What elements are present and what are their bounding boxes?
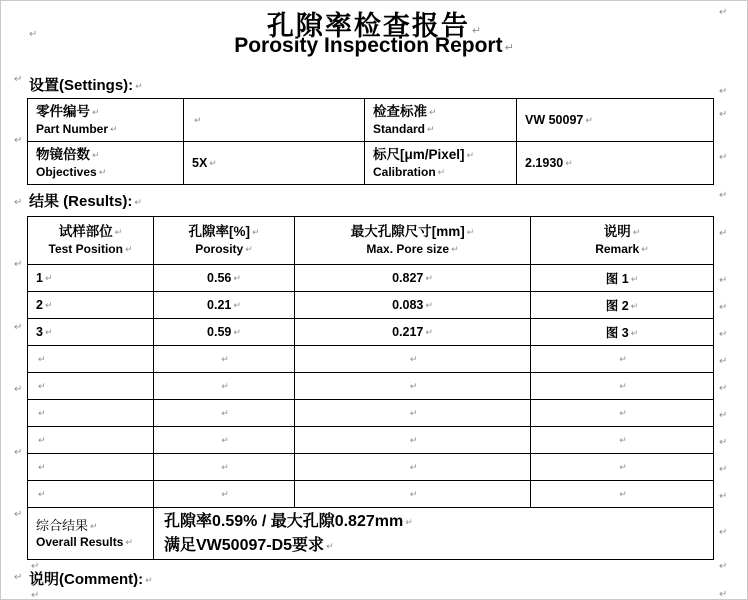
row1-porosity-cell (154, 265, 295, 292)
settings-row-part-number (28, 99, 714, 142)
overall-results-label-cell (28, 508, 154, 560)
row1-remark: 图 1 (605, 272, 629, 286)
row1-remark-cell (531, 265, 714, 292)
overall-results-line1-text: 孔隙率0.59% / 最大孔隙0.827mm (164, 513, 404, 531)
paragraph-mark-icon: ↵ (641, 245, 649, 256)
empty-cell (531, 346, 714, 373)
header-test-position-zh (32, 223, 149, 242)
paragraph-mark-icon: ↵ (326, 541, 334, 552)
objectives-value-cell (184, 142, 365, 185)
paragraph-mark-icon: ↵ (124, 245, 133, 256)
empty-cell (154, 373, 295, 400)
paragraph-mark-icon: ↵ (44, 328, 53, 338)
calibration-label-zh-text: 标尺[μm/Pixel] (373, 146, 465, 162)
row3-max-pore-cell (295, 319, 531, 346)
paragraph-mark-icon: ↵ (409, 436, 418, 446)
paragraph-mark-icon: ↵ (429, 107, 437, 118)
paragraph-mark-icon: ↵ (425, 301, 433, 311)
empty-cell (531, 454, 714, 481)
calibration-value: 2.1930 (525, 156, 564, 170)
paragraph-mark-icon: ↵ (233, 301, 241, 311)
row3-porosity-cell (154, 319, 295, 346)
part-number-label-zh (36, 103, 175, 122)
paragraph-mark-icon: ↵ (221, 463, 229, 473)
row3-porosity: 0.59 (207, 325, 232, 339)
header-remark-zh-text: 说明 (603, 224, 631, 240)
paragraph-mark-icon: ↵ (466, 228, 475, 239)
header-remark-zh (535, 223, 709, 242)
row2-position: 2 (36, 298, 43, 312)
empty-cell (28, 427, 154, 454)
result-row-3 (28, 319, 714, 346)
header-porosity-en (158, 242, 290, 258)
empty-cell (28, 346, 154, 373)
result-row-2 (28, 292, 714, 319)
paragraph-mark-icon: ↵ (44, 301, 53, 311)
row3-remark-cell (531, 319, 714, 346)
paragraph-mark-icon: ↵ (409, 382, 418, 392)
paragraph-mark-icon: ↵ (632, 228, 641, 239)
paragraph-mark-icon: ↵ (92, 107, 100, 118)
paragraph-mark-icon: ↵ (221, 490, 229, 500)
paragraph-mark-icon: ↵ (209, 159, 217, 169)
paragraph-mark-icon: ↵ (630, 302, 639, 312)
formatting-mark-icon: ↵ (719, 356, 728, 367)
row1-porosity: 0.56 (207, 271, 232, 285)
empty-cell (154, 346, 295, 373)
paragraph-mark-icon: ↵ (44, 274, 53, 284)
header-test-position-en (32, 242, 149, 258)
paragraph-mark-icon: ↵ (135, 82, 143, 92)
paragraph-mark-icon: ↵ (565, 159, 573, 169)
empty-cell (295, 346, 531, 373)
objectives-label-zh-text: 物镜倍数 (36, 146, 90, 162)
settings-heading (29, 74, 143, 95)
paragraph-mark-icon: ↵ (145, 576, 153, 586)
formatting-mark-icon: ↵ (14, 322, 23, 333)
formatting-mark-icon: ↵ (719, 190, 728, 201)
paragraph-mark-icon: ↵ (619, 355, 627, 365)
empty-cell (531, 481, 714, 508)
objectives-label-zh (36, 146, 175, 165)
empty-cell (28, 454, 154, 481)
settings-heading-text: 设置(Settings): (29, 77, 134, 94)
settings-row-objectives (28, 142, 714, 185)
formatting-mark-icon: ↵ (719, 491, 728, 502)
header-max-pore-size-zh-text: 最大孔隙尺寸[mm] (350, 224, 465, 240)
formatting-mark-icon: ↵ (719, 437, 728, 448)
standard-label-zh (373, 103, 508, 122)
overall-results-label-en (36, 535, 145, 551)
paragraph-mark-icon: ↵ (38, 490, 46, 500)
calibration-value-cell (517, 142, 714, 185)
row3-max-pore: 0.217 (392, 325, 424, 339)
header-remark-en-text: Remark (595, 242, 640, 257)
paragraph-mark-icon: ↵ (471, 24, 482, 37)
formatting-mark-icon: ↵ (719, 109, 728, 120)
part-number-value-cell (184, 99, 365, 142)
paragraph-mark-icon: ↵ (409, 355, 418, 365)
overall-results-row (28, 508, 714, 560)
overall-results-label-zh (36, 517, 145, 535)
paragraph-mark-icon: ↵ (221, 409, 229, 419)
row1-max-pore-cell (295, 265, 531, 292)
paragraph-mark-icon: ↵ (38, 463, 46, 473)
formatting-mark-icon: ↵ (719, 302, 728, 313)
standard-label-en (373, 122, 508, 138)
paragraph-mark-icon: ↵ (466, 150, 475, 161)
paragraph-mark-icon: ↵ (409, 409, 418, 419)
formatting-mark-icon: ↵ (719, 7, 728, 18)
row3-remark: 图 3 (605, 326, 629, 340)
paragraph-mark-icon: ↵ (38, 436, 46, 446)
standard-value-cell (517, 99, 714, 142)
overall-results-label-en-text: Overall Results (36, 534, 124, 549)
calibration-label-en (373, 165, 508, 181)
paragraph-mark-icon: ↵ (92, 150, 100, 161)
empty-cell (154, 454, 295, 481)
paragraph-mark-icon: ↵ (38, 382, 46, 392)
paragraph-mark-icon: ↵ (98, 167, 107, 178)
part-number-label-zh-text: 零件编号 (36, 103, 90, 119)
results-heading (29, 190, 142, 211)
paragraph-mark-icon: ↵ (245, 245, 253, 256)
calibration-label-zh (373, 146, 508, 165)
paragraph-mark-icon: ↵ (585, 116, 593, 126)
result-row-1 (28, 265, 714, 292)
report-title-zh-text: 孔隙率检查报告 (266, 11, 470, 41)
formatting-mark-icon: ↵ (719, 86, 728, 97)
paragraph-mark-icon: ↵ (437, 167, 446, 178)
formatting-mark-icon: ↵ (719, 527, 728, 538)
row1-position-cell (28, 265, 154, 292)
formatting-mark-icon: ↵ (31, 590, 40, 600)
formatting-mark-icon: ↵ (719, 228, 728, 239)
formatting-mark-icon: ↵ (14, 509, 23, 520)
results-heading-text: 结果 (Results): (29, 193, 133, 210)
formatting-mark-icon: ↵ (719, 383, 728, 394)
empty-cell (154, 400, 295, 427)
comment-heading (29, 568, 153, 589)
standard-value: VW 50097 (525, 113, 584, 127)
header-max-pore-size-en (299, 242, 526, 258)
header-porosity-zh (158, 223, 290, 242)
header-porosity (154, 217, 295, 265)
formatting-mark-icon: ↵ (14, 572, 23, 583)
paragraph-mark-icon: ↵ (251, 228, 260, 239)
formatting-mark-icon: ↵ (14, 384, 23, 395)
empty-row (28, 481, 714, 508)
paragraph-mark-icon: ↵ (409, 463, 418, 473)
row3-position-cell (28, 319, 154, 346)
paragraph-mark-icon: ↵ (114, 228, 123, 239)
settings-table (27, 98, 714, 185)
paragraph-mark-icon: ↵ (233, 274, 241, 284)
row2-remark: 图 2 (605, 299, 629, 313)
paragraph-mark-icon: ↵ (233, 328, 241, 338)
paragraph-mark-icon: ↵ (619, 463, 627, 473)
row2-remark-cell (531, 292, 714, 319)
header-test-position-zh-text: 试样部位 (58, 224, 113, 240)
empty-cell (295, 373, 531, 400)
standard-label-en-text: Standard (373, 121, 426, 136)
paragraph-mark-icon: ↵ (38, 355, 46, 365)
formatting-mark-icon: ↵ (719, 329, 728, 340)
header-max-pore-size (295, 217, 531, 265)
header-remark-en (535, 242, 709, 258)
formatting-mark-icon: ↵ (14, 74, 23, 85)
paragraph-mark-icon: ↵ (194, 116, 202, 126)
paragraph-mark-icon: ↵ (125, 537, 133, 548)
paragraph-mark-icon: ↵ (427, 124, 435, 135)
paragraph-mark-icon: ↵ (619, 382, 627, 392)
formatting-mark-icon: ↵ (14, 135, 23, 146)
formatting-mark-icon: ↵ (29, 29, 38, 40)
results-header-row (28, 217, 714, 265)
paragraph-mark-icon: ↵ (425, 328, 433, 338)
paragraph-mark-icon: ↵ (221, 355, 229, 365)
header-porosity-en-text: Porosity (195, 242, 244, 257)
objectives-value: 5X (192, 156, 208, 170)
empty-cell (531, 427, 714, 454)
empty-cell (295, 427, 531, 454)
objectives-label-en (36, 165, 175, 181)
calibration-label-en-text: Calibration (373, 164, 436, 179)
report-title-en-text: Porosity Inspection Report (234, 34, 503, 57)
row2-position-cell (28, 292, 154, 319)
overall-results-line1 (164, 510, 703, 533)
row1-max-pore: 0.827 (392, 271, 424, 285)
row3-position: 3 (36, 325, 43, 339)
calibration-label-cell (365, 142, 517, 185)
paragraph-mark-icon: ↵ (504, 41, 514, 54)
paragraph-mark-icon: ↵ (405, 518, 413, 529)
paragraph-mark-icon: ↵ (630, 275, 639, 285)
objectives-label-cell (28, 142, 184, 185)
empty-row (28, 427, 714, 454)
header-test-position-en-text: Test Position (48, 242, 123, 257)
overall-results-value-cell (154, 508, 714, 560)
row2-porosity: 0.21 (207, 298, 232, 312)
row2-max-pore-cell (295, 292, 531, 319)
formatting-mark-icon: ↵ (31, 561, 40, 572)
paragraph-mark-icon: ↵ (619, 409, 627, 419)
formatting-mark-icon: ↵ (719, 152, 728, 163)
report-title-en (1, 34, 747, 58)
paragraph-mark-icon: ↵ (619, 490, 627, 500)
empty-cell (28, 373, 154, 400)
row2-porosity-cell (154, 292, 295, 319)
paragraph-mark-icon: ↵ (451, 245, 459, 256)
objectives-label-en-text: Objectives (36, 164, 97, 179)
empty-cell (531, 400, 714, 427)
formatting-mark-icon: ↵ (719, 561, 728, 572)
paragraph-mark-icon: ↵ (619, 436, 627, 446)
paragraph-mark-icon: ↵ (221, 382, 229, 392)
empty-row (28, 400, 714, 427)
formatting-mark-icon: ↵ (719, 464, 728, 475)
empty-cell (154, 427, 295, 454)
paragraph-mark-icon: ↵ (90, 521, 98, 532)
overall-results-line2-text: 满足VW50097-D5要求 (164, 536, 325, 554)
overall-results-line2 (164, 534, 703, 557)
results-table (27, 216, 714, 560)
row2-max-pore: 0.083 (392, 298, 424, 312)
empty-cell (154, 481, 295, 508)
standard-label-zh-text: 检查标准 (373, 103, 427, 119)
header-test-position (28, 217, 154, 265)
paragraph-mark-icon: ↵ (110, 124, 118, 135)
header-max-pore-size-zh (299, 223, 526, 242)
header-max-pore-size-en-text: Max. Pore size (366, 242, 450, 257)
empty-cell (28, 400, 154, 427)
header-porosity-zh-text: 孔隙率[%] (188, 224, 250, 240)
formatting-mark-icon: ↵ (719, 275, 728, 286)
empty-cell (531, 373, 714, 400)
part-number-label-en (36, 122, 175, 138)
empty-cell (295, 481, 531, 508)
empty-cell (295, 454, 531, 481)
paragraph-mark-icon: ↵ (221, 436, 229, 446)
row1-position: 1 (36, 271, 43, 285)
part-number-label-cell (28, 99, 184, 142)
formatting-mark-icon: ↵ (14, 259, 23, 270)
formatting-mark-icon: ↵ (719, 410, 728, 421)
paragraph-mark-icon: ↵ (630, 329, 639, 339)
paragraph-mark-icon: ↵ (409, 490, 418, 500)
header-remark (531, 217, 714, 265)
comment-heading-text: 说明(Comment): (29, 571, 144, 588)
part-number-label-en-text: Part Number (36, 121, 109, 136)
paragraph-mark-icon: ↵ (134, 198, 142, 208)
overall-results-label-zh-text: 综合结果 (36, 517, 89, 533)
empty-row (28, 454, 714, 481)
formatting-mark-icon: ↵ (719, 589, 728, 600)
empty-row (28, 346, 714, 373)
paragraph-mark-icon: ↵ (425, 274, 433, 284)
formatting-mark-icon: ↵ (14, 447, 23, 458)
empty-row (28, 373, 714, 400)
empty-cell (28, 481, 154, 508)
standard-label-cell (365, 99, 517, 142)
paragraph-mark-icon: ↵ (38, 409, 46, 419)
empty-cell (295, 400, 531, 427)
formatting-mark-icon: ↵ (14, 197, 23, 208)
